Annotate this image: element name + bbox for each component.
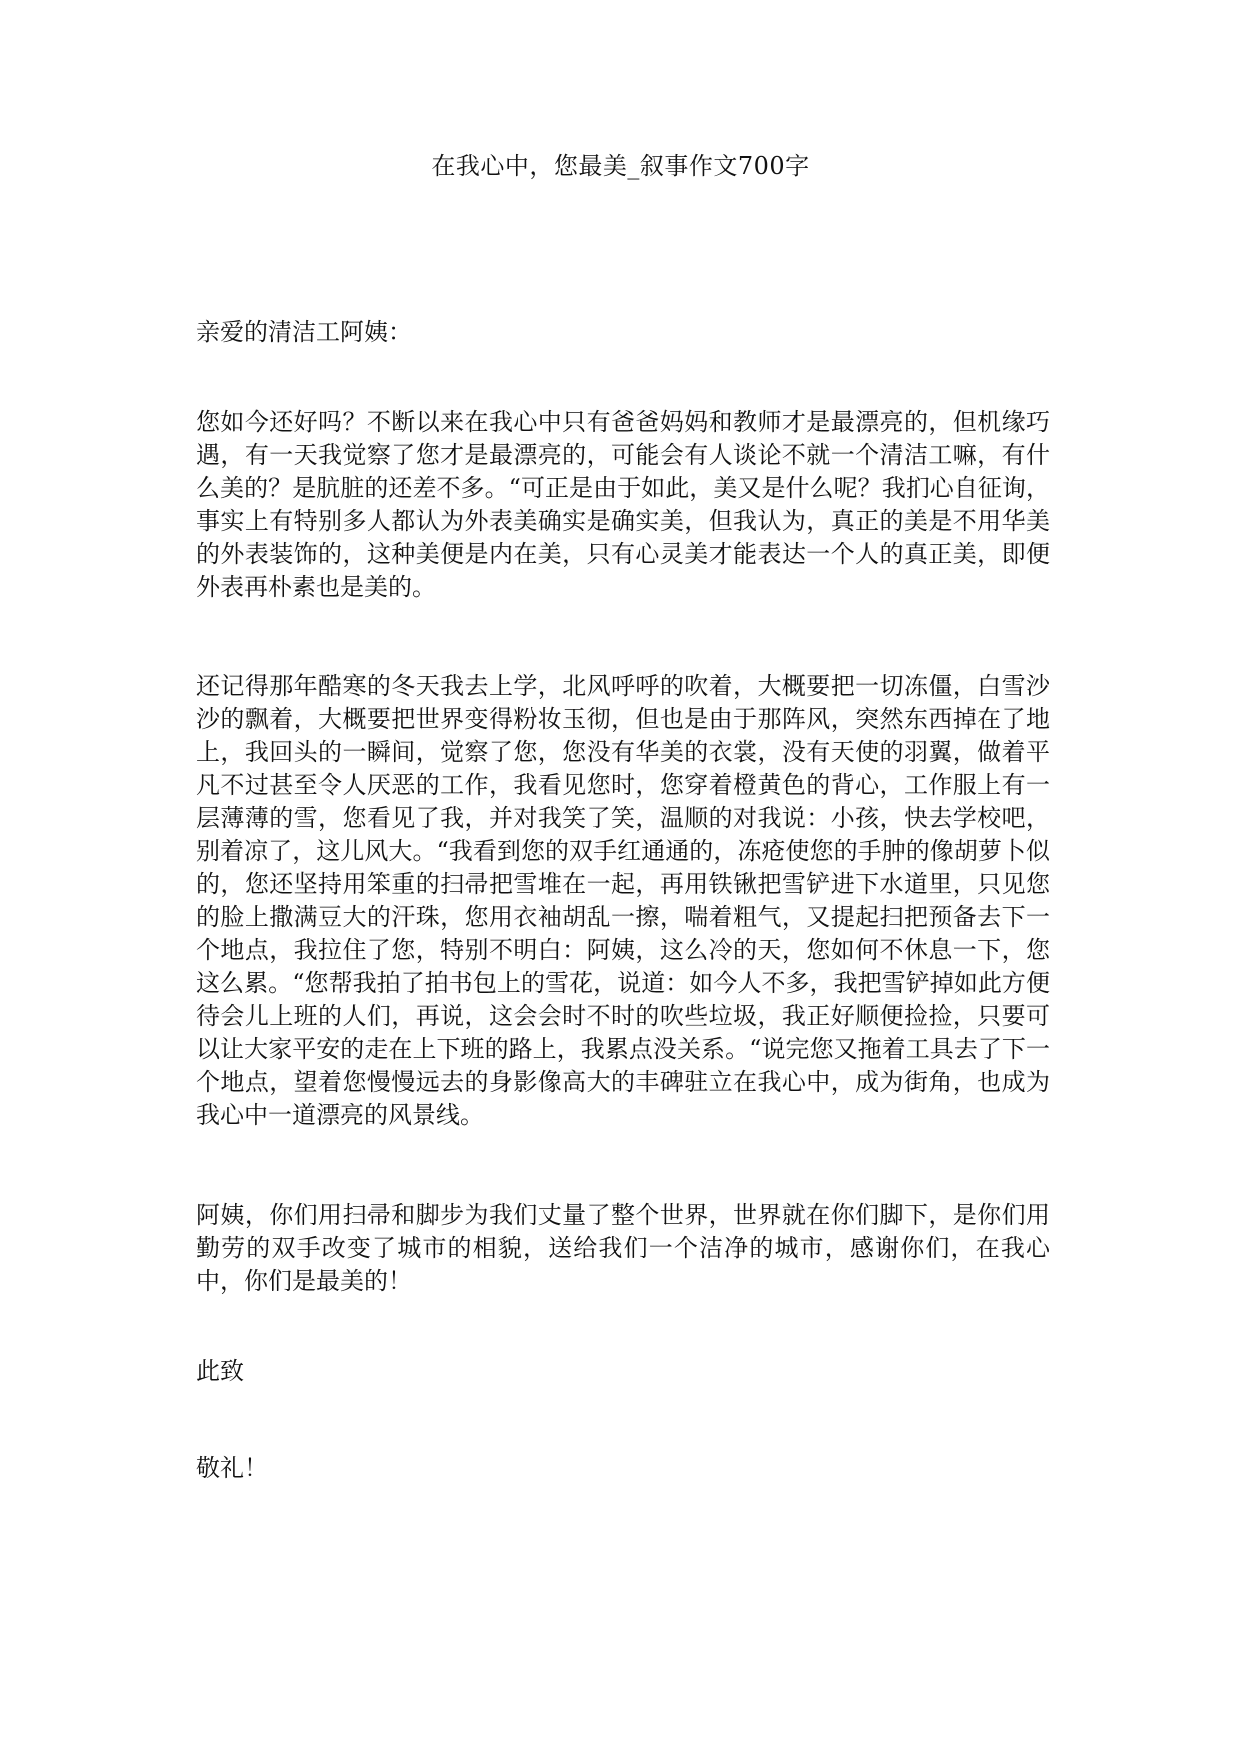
paragraph-1: 您如今还好吗？不断以来在我心中只有爸爸妈妈和教师才是最漂亮的，但机缘巧遇，有一天我觉察了您才是最漂亮的，可能会有人谈论不就一个清洁工嘛，有什么美的？是肮脏的还差不多。“可正是由于如此，美又是什么呢？我扪心自征询，事实上有特别多人都认为外表美确实是确实美，但我认为，真正的美是不用华美的外表装饰的，这种美便是内在美，只有心灵美才能表达一个人的真正美，即便外表再朴素也是美的。 bbox=[196, 408, 1050, 601]
paragraph-2: 还记得那年酷寒的冬天我去上学，北风呼呼的吹着，大概要把一切冻僵，白雪沙沙的飘着，大概要把世界变得粉妆玉彻，但也是由于那阵风，突然东西掉在了地上，我回头的一瞬间，觉察了您，您没有华美的衣裳，没有天使的羽翼，做着平凡不过甚至令人厌恶的工作，我看见您时，您穿着橙黄色的背心，工作服上有一层薄薄的雪，您看见了我，并对我笑了笑，温顺的对我说：小孩，快去学校吧，别着凉了，这儿风大。“我看到您的双手红通通的，冻疮使您的手肿的像胡萝卜似的，您还坚持用笨重的扫帚把雪堆在一起，再用铁锹把雪铲进下水道里，只见您的脸上撒满豆大的汗珠，您用衣袖胡乱一擦，喘着粗气，又提起扫把预备去下一个地点，我拉住了您，特别不明白：阿姨，这么冷的天，您如何不休息一下，您这么累。“您帮我拍了拍书包上的雪花，说道：如今人不多，我把雪铲掉如此方便待会儿上班的人们，再说，这会会时不时的吹些垃圾，我正好顺便捡捡，只要可以让大家平安的走在上下班的路上，我累点没关系。“说完您又拖着工具去了下一个地点，望着您慢慢远去的身影像高大的丰碑驻立在我心中，成为街角，也成为我心中一道漂亮的风景线。 bbox=[196, 672, 1050, 1129]
document-title: 在我心中，您最美_叙事作文700字 bbox=[431, 152, 810, 180]
closing-line-2: 敬礼！ bbox=[196, 1454, 268, 1482]
salutation: 亲爱的清洁工阿姨： bbox=[196, 318, 412, 346]
closing-line-1: 此致 bbox=[196, 1357, 244, 1385]
paragraph-3: 阿姨，你们用扫帚和脚步为我们丈量了整个世界，世界就在你们脚下，是你们用勤劳的双手改变了城市的相貌，送给我们一个洁净的城市，感谢你们，在我心中，你们是最美的！ bbox=[196, 1201, 1050, 1295]
